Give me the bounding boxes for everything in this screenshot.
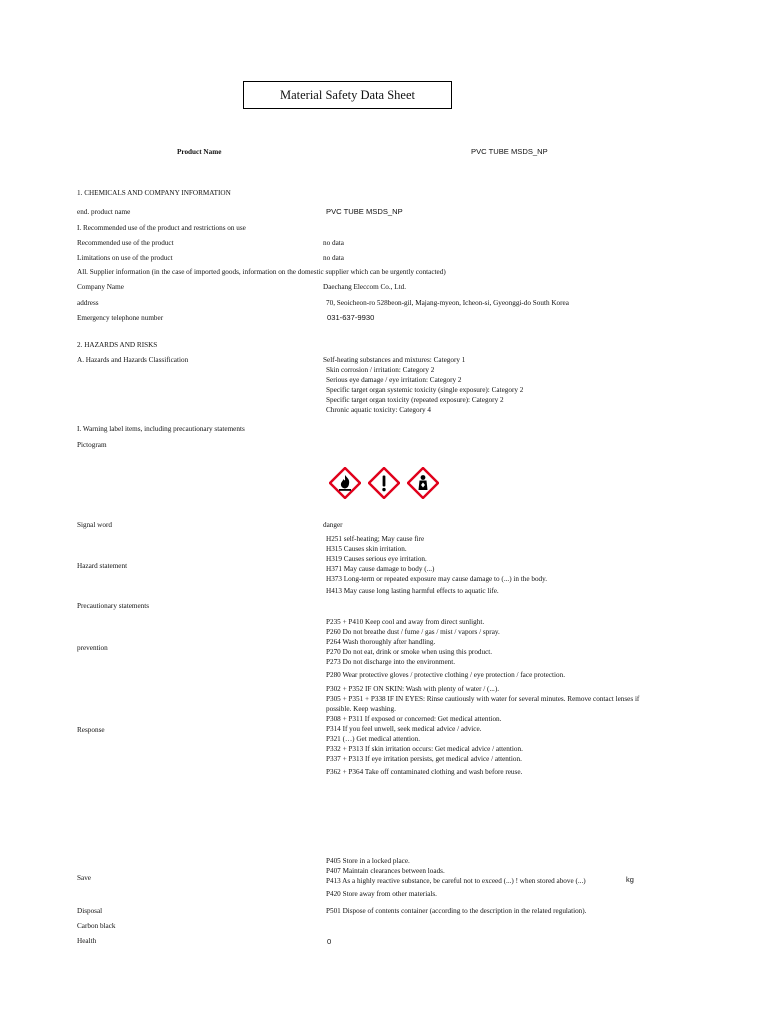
- health-label: Health: [77, 937, 97, 945]
- hazard-statement-item: H373 Long-term or repeated exposure may cause damage to (...) in the body.: [326, 575, 548, 583]
- carbon-black-label: Carbon black: [77, 922, 116, 930]
- product-name-value: PVC TUBE MSDS_NP: [471, 147, 548, 156]
- exclamation-icon: [368, 467, 400, 499]
- signal-word-label: Signal word: [77, 521, 112, 529]
- classification-item: Self-heating substances and mixtures: Category 1: [323, 356, 466, 364]
- save-item: P413 As a highly reactive substance, be careful not to exceed (...) ! when stored above (...): [326, 877, 586, 885]
- hazard-statement-item: H315 Causes skin irritation.: [326, 545, 407, 553]
- response-item: P332 + P313 If skin irritation occurs: Get medical advice / attention.: [326, 745, 523, 753]
- prevention-item: P260 Do not breathe dust / fume / gas / mist / vapors / spray.: [326, 628, 500, 636]
- hazard-classification-label: A. Hazards and Hazards Classification: [77, 356, 189, 364]
- emergency-phone-label: Emergency telephone number: [77, 314, 164, 322]
- limitations-label: Limitations on use of the product: [77, 254, 173, 262]
- disposal-value: P501 Dispose of contents container (according to the description in the related regulation).: [326, 907, 587, 915]
- document-title: Material Safety Data Sheet: [243, 81, 452, 109]
- pictogram-label: Pictogram: [77, 441, 107, 449]
- precautionary-label: Precautionary statements: [77, 602, 150, 610]
- save-item: P405 Store in a locked place.: [326, 857, 410, 865]
- response-list: [326, 684, 639, 777]
- ghs-pictograms: [329, 467, 439, 499]
- response-item: P302 + P352 IF ON SKIN: Wash with plenty of water / (...).: [326, 685, 500, 693]
- hazard-statement-list: [326, 534, 547, 596]
- health-hazard-icon: [407, 467, 439, 499]
- response-item: P314 If you feel unwell, seek medical advice / advice.: [326, 725, 482, 733]
- save-item: P407 Maintain clearances between loads.: [326, 867, 445, 875]
- end-product-value: PVC TUBE MSDS_NP: [326, 207, 403, 216]
- hazard-statement-item: H251 self-heating; May cause fire: [326, 535, 425, 543]
- save-item: P420 Store away from other materials.: [326, 890, 437, 898]
- response-item: P337 + P313 If eye irritation persists, get medical advice / attention.: [326, 755, 522, 763]
- prevention-label: prevention: [77, 644, 108, 652]
- recommended-use-value: no data: [323, 239, 344, 247]
- hazard-statement-label: Hazard statement: [77, 562, 128, 570]
- classification-item: Serious eye damage / eye irritation: Category 2: [326, 376, 462, 384]
- classification-item: Skin corrosion / irritation: Category 2: [326, 366, 435, 374]
- company-name-value: Daechang Eleccom Co., Ltd.: [323, 283, 407, 291]
- prevention-item: P264 Wash thoroughly after handling.: [326, 638, 436, 646]
- response-label: Response: [77, 726, 105, 734]
- warning-label-heading: I. Warning label items, including precautionary statements: [77, 425, 245, 433]
- company-name-label: Company Name: [77, 283, 124, 291]
- response-item: P362 + P364 Take off contaminated clothing and wash before reuse.: [326, 768, 523, 776]
- prevention-item: P273 Do not discharge into the environment.: [326, 658, 456, 666]
- recommended-use-heading: I. Recommended use of the product and restrictions on use: [77, 224, 246, 232]
- prevention-item: P270 Do not eat, drink or smoke when using this product.: [326, 648, 493, 656]
- classification-item: Specific target organ systemic toxicity (single exposure): Category 2: [326, 386, 524, 394]
- end-product-label: end. product name: [77, 208, 131, 216]
- signal-word-value: danger: [323, 521, 343, 529]
- prevention-item: P235 + P410 Keep cool and away from direct sunlight.: [326, 618, 485, 626]
- save-list: [326, 856, 586, 899]
- hazard-statement-item: H371 May cause damage to body (...): [326, 565, 435, 573]
- health-value: 0: [327, 937, 332, 946]
- save-label: Save: [77, 874, 91, 882]
- supplier-heading: All. Supplier information (in the case of imported goods, information on the domestic supplier which can be urgently contacted): [77, 268, 446, 276]
- classification-item: Specific target organ toxicity (repeated exposure): Category 2: [326, 396, 504, 404]
- response-item: P305 + P351 + P338 IF IN EYES: Rinse cautiously with water for several minutes. Remove contact lenses if: [326, 695, 640, 703]
- response-item: P321 (…) Get medical attention.: [326, 735, 421, 743]
- classification-item: Chronic aquatic toxicity: Category 4: [326, 406, 431, 414]
- product-name-label: Product Name: [177, 148, 222, 156]
- save-unit: kg: [626, 875, 634, 884]
- recommended-use-label: Recommended use of the product: [77, 239, 174, 247]
- response-item: P308 + P311 If exposed or concerned: Get medical attention.: [326, 715, 502, 723]
- prevention-list: [326, 617, 565, 680]
- hazard-statement-item: H413 May cause long lasting harmful effects to aquatic life.: [326, 587, 499, 595]
- limitations-value: no data: [323, 254, 344, 262]
- hazard-statement-item: H319 Causes serious eye irritation.: [326, 555, 427, 563]
- hazard-classification-list: [323, 355, 523, 415]
- section-2-heading: 2. HAZARDS AND RISKS: [77, 341, 158, 349]
- prevention-item: P280 Wear protective gloves / protective clothing / eye protection / face protection.: [326, 671, 565, 679]
- section-1-heading: 1. CHEMICALS AND COMPANY INFORMATION: [77, 189, 231, 197]
- address-value: 70, Seoicheon-ro 528beon-gil, Majang-myeon, Icheon-si, Gyeonggi-do South Korea: [326, 299, 569, 307]
- response-item: possible. Keep washing.: [326, 705, 396, 713]
- emergency-phone-value: 031-637-9930: [327, 313, 375, 322]
- disposal-label: Disposal: [77, 907, 103, 915]
- address-label: address: [77, 299, 99, 307]
- flame-icon: [329, 467, 361, 499]
